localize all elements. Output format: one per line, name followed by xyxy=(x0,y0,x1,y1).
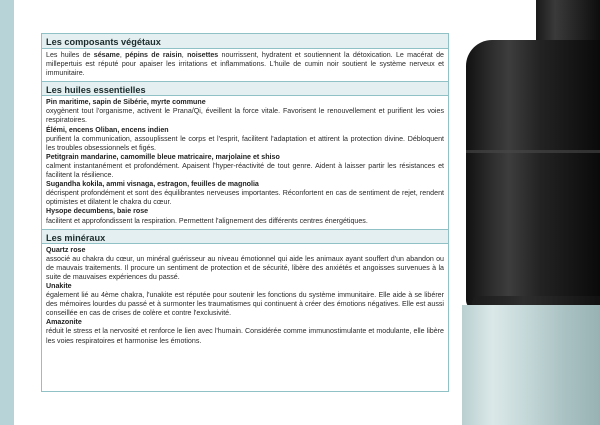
essential-item-title: Petitgrain mandarine, camomille bleue matricaire, marjolaine et shiso xyxy=(46,152,280,161)
section-body-vegetal xyxy=(42,49,448,81)
mineral-item-title: Quartz rose xyxy=(46,245,86,254)
vegetal-sep-2: , xyxy=(181,51,188,59)
section-body-mineraux xyxy=(42,244,448,349)
essential-item-text: oxygènent tout l'organisme, activent le Prana/Qi, éveillent la force vitale. Favorisent le renouvellement et purifient les voies respiratoires. xyxy=(46,107,444,125)
bottle-cap xyxy=(466,40,600,310)
mineral-item-title: Amazonite xyxy=(46,318,82,327)
vegetal-raisin: pépins de raisin xyxy=(125,51,182,59)
section-title-mineraux: Les minéraux xyxy=(42,229,448,244)
essential-item-title: Élémi, encens Oliban, encens indien xyxy=(46,125,169,134)
bottle-glass xyxy=(462,305,600,425)
dropper-bottle-image xyxy=(462,0,600,425)
vegetal-sep-1: , xyxy=(119,51,126,59)
ingredients-panel xyxy=(41,33,449,392)
essential-item-title: Pin maritime, sapin de Sibérie, myrte commune xyxy=(46,98,206,107)
essential-item-text: calment instantanément et profondément. Apaisent l'hyper-réactivité de tout genre. Aident à laisser partir les résistances et facilitent la résilience. xyxy=(46,161,444,180)
section-title-vegetal: Les composants végétaux xyxy=(42,34,448,49)
essential-item-title: Sugandha kokila, ammi visnaga, estragon, feuilles de magnolia xyxy=(46,180,259,189)
essential-item-text: facilitent et approfondissent la respiration. Permettent l'alignement des différents centres énergétiques. xyxy=(46,216,368,225)
vegetal-noisettes: noisettes xyxy=(187,51,219,59)
vegetal-sesame: sésame xyxy=(93,51,120,59)
essential-item-text: purifient la communication, assouplissent le corps et l'esprit, facilitent l'adaptation et attirent la protection divine. Débloquent les troubles obsessionnels et figés. xyxy=(46,134,444,152)
mineral-item-text: également lié au 4ème chakra, l'unakite est réputée pour soutenir les fonctions du système immunitaire. Elle aide à se libérer des mémoires lourdes du passé et à surmonter les traumatismes qui continuent à créer des émotions négatives. Elle est aussi conseillée en cas de crises de colère et contre l'exclusivité. xyxy=(46,291,444,318)
mineral-item-title: Unakite xyxy=(46,281,72,290)
mineral-item-text: associé au chakra du cœur, un minéral guérisseur au niveau émotionnel qui aide les animaux ayant souffert d'un abandon ou de mauvais traitements. Il procure un sentiment de protection et de sécurité, libère des anxiétés et angoisses survenues à la suite de mauvaises expériences du passé. xyxy=(46,254,444,281)
vegetal-text-a: Les huiles de xyxy=(46,51,94,59)
essential-item-text: décrispent profondément et sont des équilibrantes nerveuses importantes. Réconfortent en cas de sentiment de rejet, rendent optimistes et dilatent le chakra du cœur. xyxy=(46,189,444,207)
bottle-cap-ridge xyxy=(466,150,600,153)
section-body-essentielles xyxy=(42,96,448,228)
vegetal-text-e: nourrissent, hydratent et soutiennent la détoxication. Le macérat de millepertuis est réputé pour apaiser les irritations et inflammations. L'huile de cumin noir soutient le système nerveux et immunitaire. xyxy=(46,51,444,78)
section-title-essentielles: Les huiles essentielles xyxy=(42,81,448,96)
left-decorative-stripe xyxy=(0,0,14,425)
essential-item-title: Hysope decumbens, baie rose xyxy=(46,207,149,216)
mineral-item-text: réduit le stress et la nervosité et renforce le lien avec l'humain. Considérée comme immunostimulante et modulante, elle libère les voies respiratoires et harmonise les émotions. xyxy=(46,327,444,345)
